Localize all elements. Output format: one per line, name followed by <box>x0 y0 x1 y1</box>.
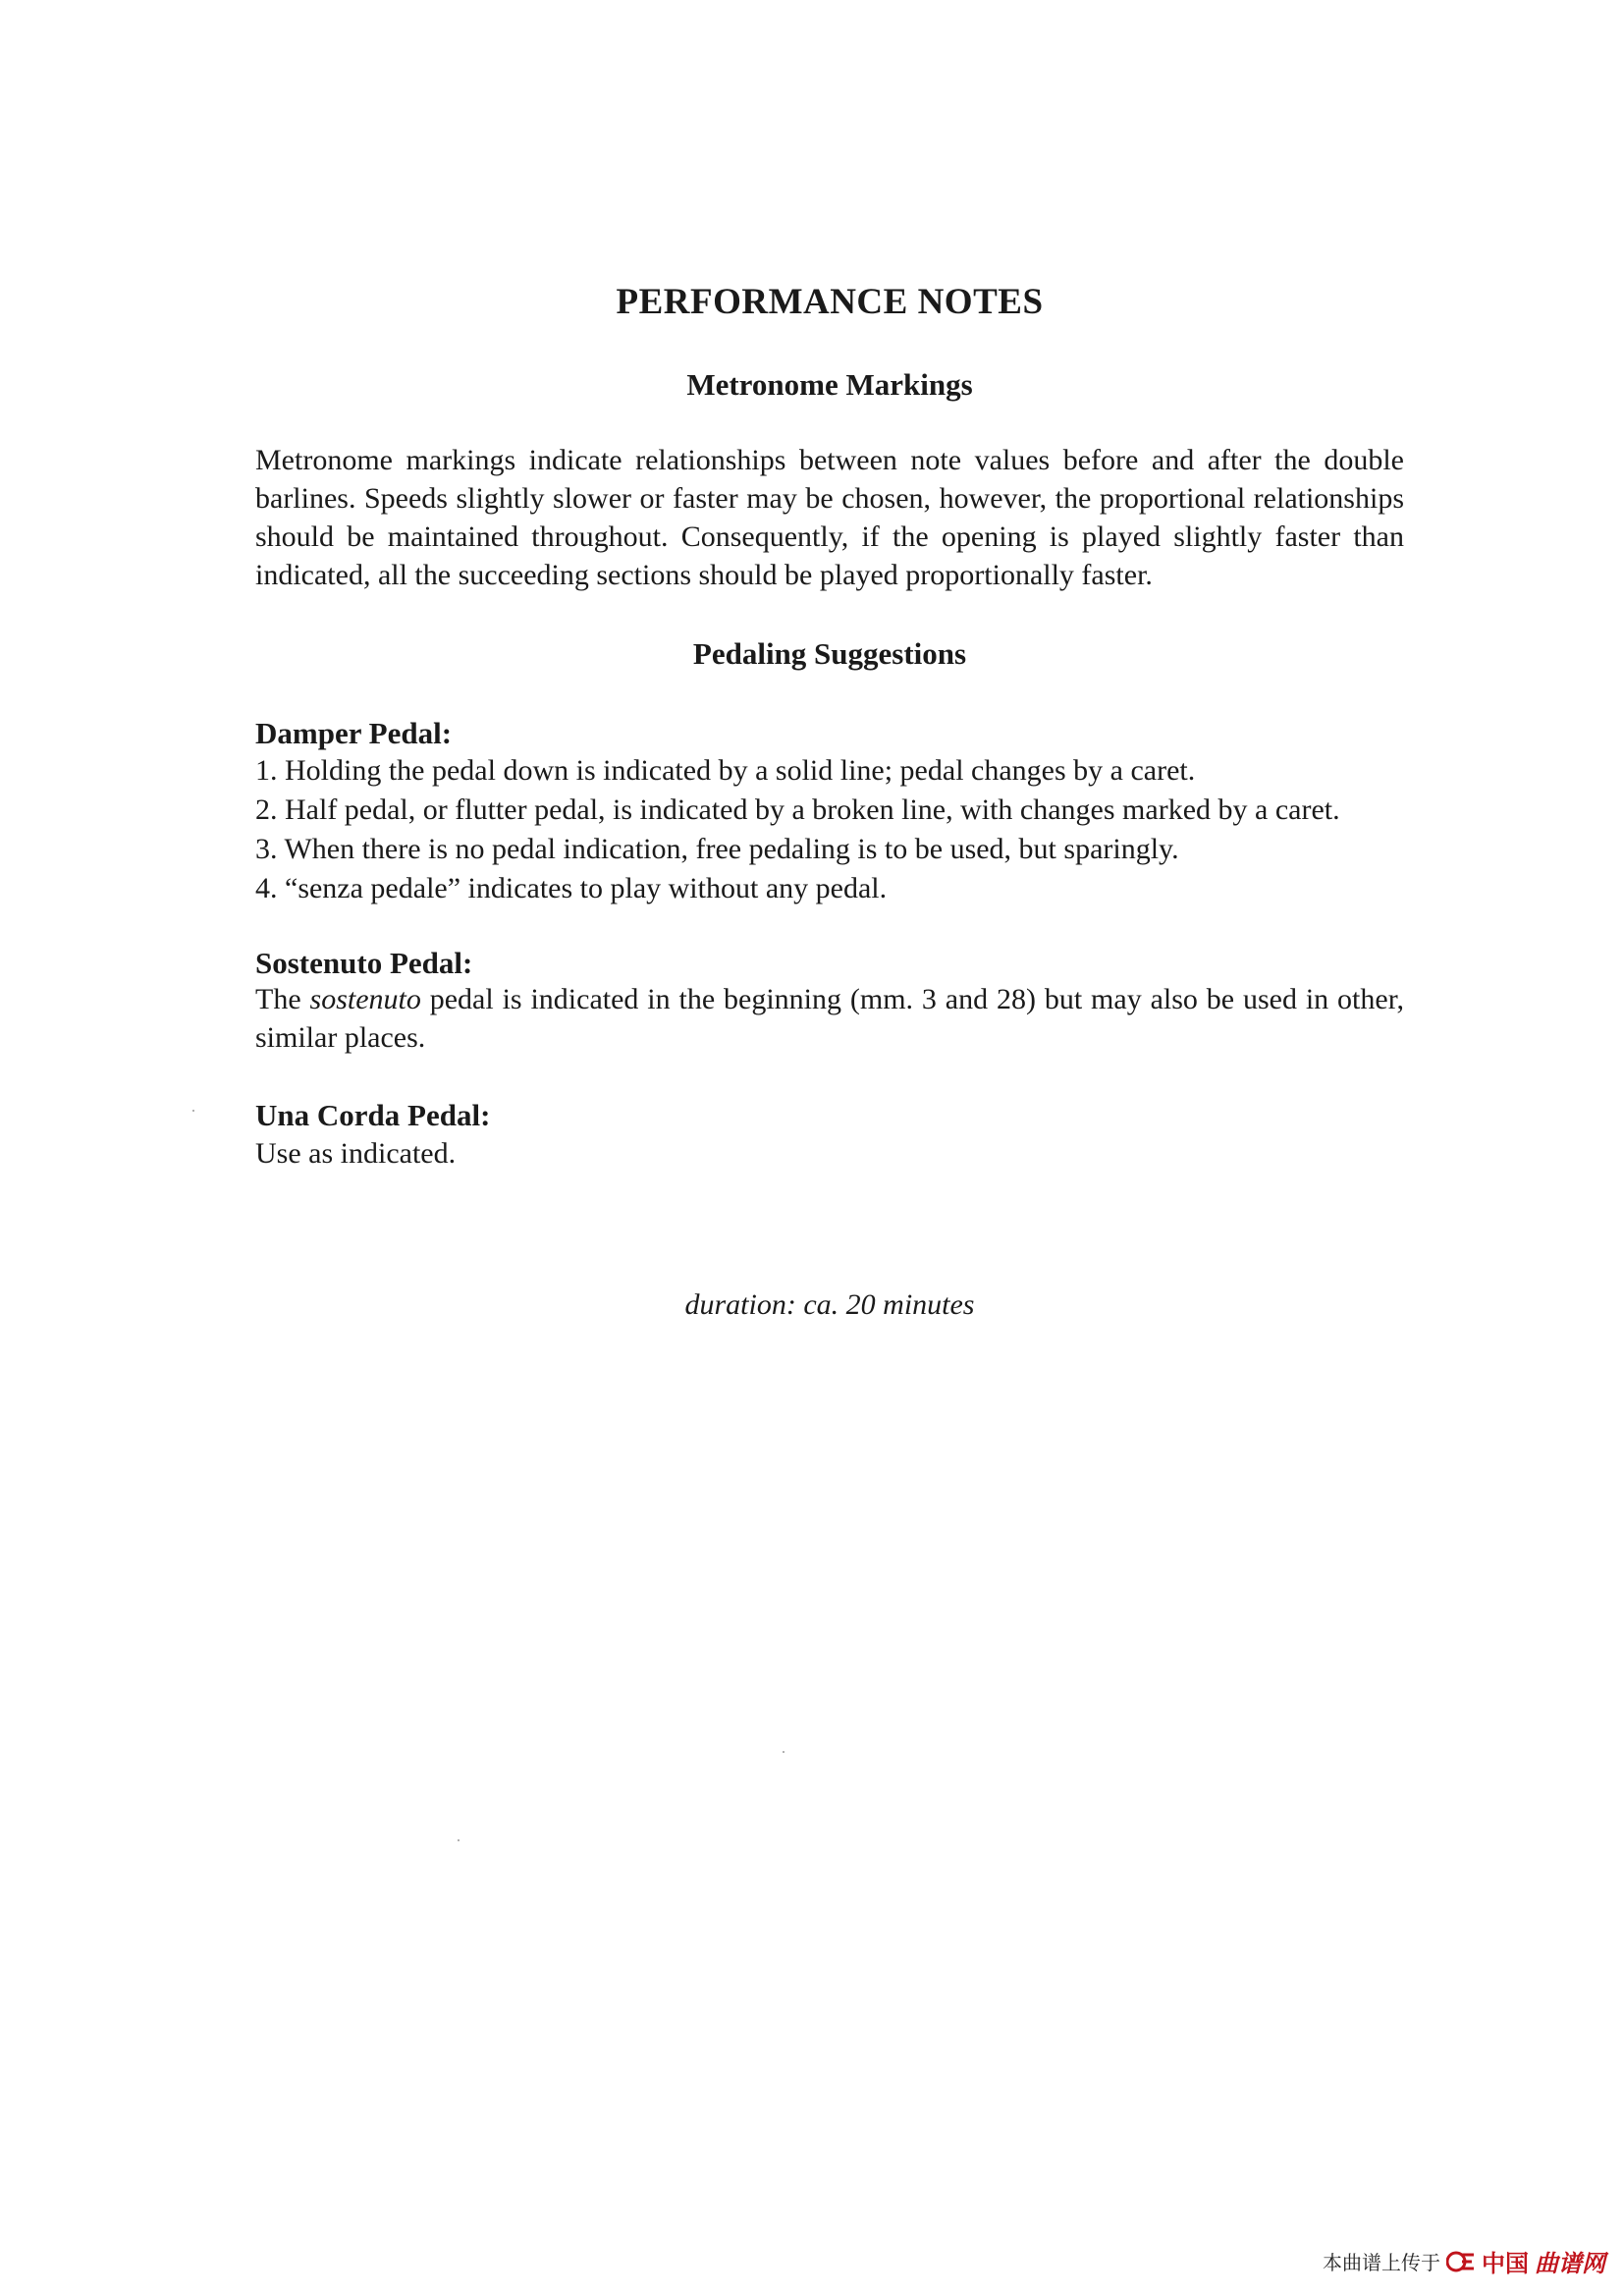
scan-speck <box>783 1751 784 1753</box>
upload-text: 本曲谱上传于 <box>1323 2251 1440 2274</box>
metronome-paragraph: Metronome markings indicate relationships between note values before and after the double barlines. Speeds slightly slower or faster may be chosen, however, the proportional relationships should be maintained throughout. Consequently, if the opening is played slightly faster than indicated, all the succeeding sections should be played proportionally faster. <box>255 444 1404 591</box>
una-corda-pedal-text: Use as indicated. <box>255 1137 457 1170</box>
pedaling-heading: Pedaling Suggestions <box>692 636 967 671</box>
duration-note: duration: ca. 20 minutes <box>684 1288 975 1321</box>
damper-pedal-list <box>255 751 1434 908</box>
page-title: PERFORMANCE NOTES <box>616 282 1044 322</box>
sostenuto-pedal-label: Sostenuto Pedal: <box>255 946 473 980</box>
list-item: 1. Holding the pedal down is indicated by a solid line; pedal changes by a caret. <box>255 754 1196 787</box>
damper-pedal-label: Damper Pedal: <box>255 716 453 750</box>
list-item: 2. Half pedal, or flutter pedal, is indicated by a broken line, with changes marked by a caret. <box>255 793 1340 826</box>
list-item: 3. When there is no pedal indication, free pedaling is to be used, but sparingly. <box>255 833 1179 865</box>
watermark-footer <box>1323 2244 1605 2278</box>
sostenuto-pedal-text <box>255 980 1404 1057</box>
scan-speck <box>192 1110 194 1112</box>
brand-name-part-a: 中国 <box>1482 2250 1529 2277</box>
sostenuto-italic-term: sostenuto <box>309 983 421 1015</box>
scan-speck <box>458 1839 460 1841</box>
brand-name-part-b: 曲谱网 <box>1535 2250 1605 2277</box>
brand-logo-icon <box>1446 2251 1476 2272</box>
metronome-heading: Metronome Markings <box>686 367 973 402</box>
una-corda-pedal-label: Una Corda Pedal: <box>255 1098 491 1132</box>
sostenuto-text-before: The <box>255 983 310 1015</box>
sostenuto-text-after: pedal is indicated in the beginning (mm. 3 and 28) but may also be used in other, similar places. <box>255 983 1404 1054</box>
list-item: 4. “senza pedale” indicates to play without any pedal. <box>255 872 888 904</box>
